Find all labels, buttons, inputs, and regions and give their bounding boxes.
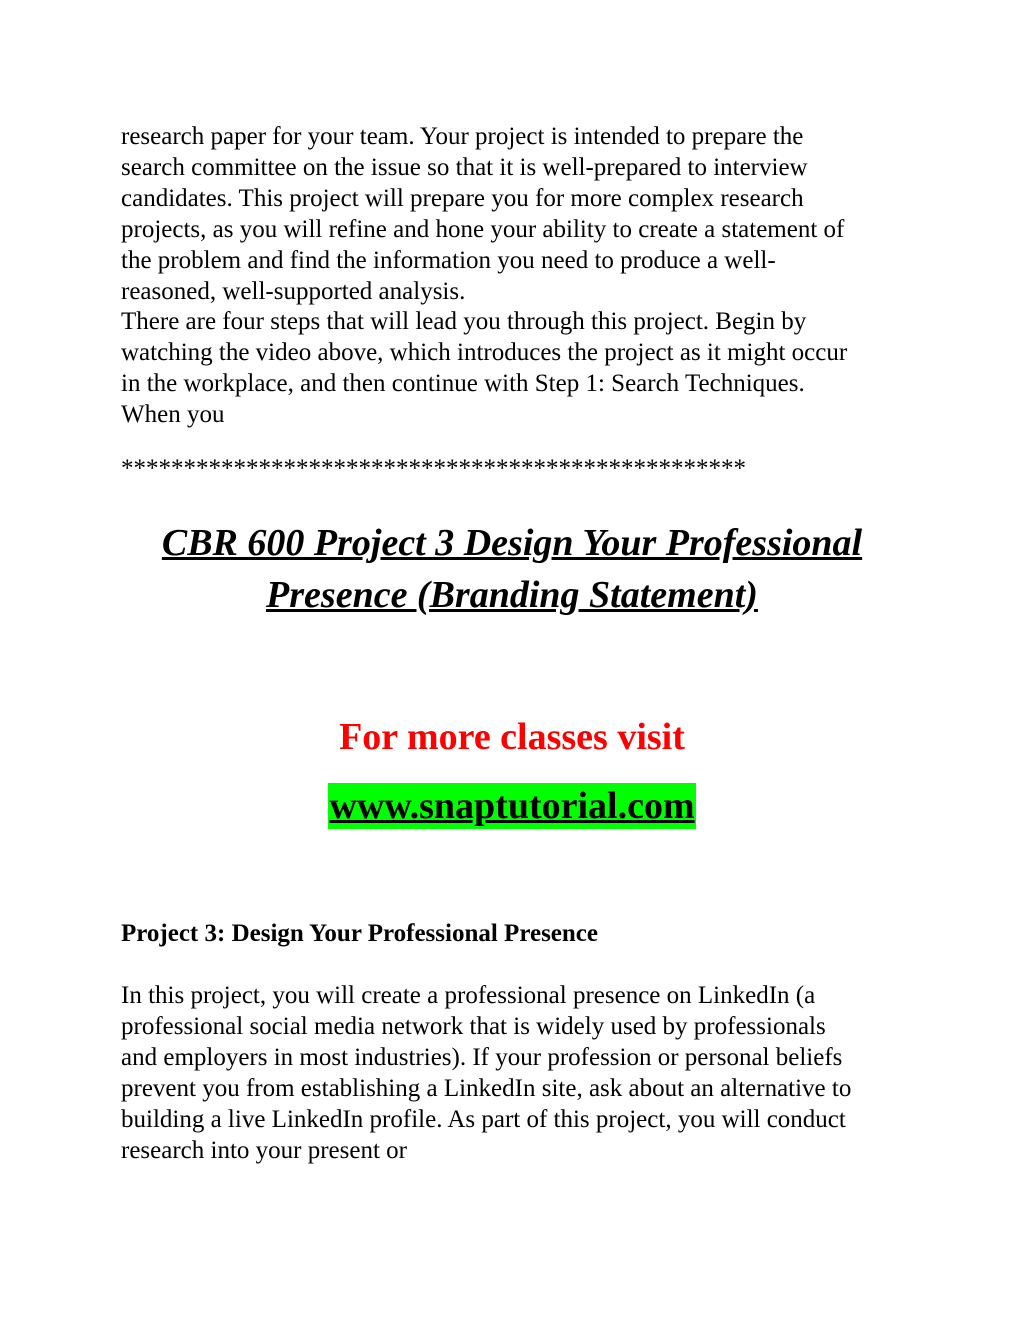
intro-line: There are four steps that will lead you through this project. Begin by <box>121 308 807 335</box>
visit-text: For more classes visit <box>339 716 685 758</box>
body-line: and employers in most industries). If your profession or personal beliefs <box>121 1044 843 1071</box>
intro-line: reasoned, well-supported analysis. <box>121 278 466 305</box>
intro-line: search committee on the issue so that it is well-prepared to interview <box>121 154 808 181</box>
intro-line: candidates. This project will prepare you for more complex research <box>121 185 804 212</box>
body-line: In this project, you will create a professional presence on LinkedIn (a <box>121 982 816 1009</box>
intro-line: in the workplace, and then continue with Step 1: Search Techniques. <box>121 370 805 397</box>
intro-line: When you <box>121 401 225 428</box>
intro-line: the problem and find the information you need to produce a well- <box>121 247 776 274</box>
intro-line: watching the video above, which introduces the project as it might occur <box>121 339 848 366</box>
document-title-line: Presence (Branding Statement) <box>266 574 758 616</box>
document-title-line: CBR 600 Project 3 Design Your Professional <box>161 522 863 564</box>
body-line: prevent you from establishing a LinkedIn site, ask about an alternative to <box>121 1075 852 1102</box>
website-link[interactable]: www.snaptutorial.com <box>329 785 695 827</box>
intro-line: projects, as you will refine and hone your ability to create a statement of <box>121 216 845 243</box>
separator: ************************************************** <box>121 455 746 482</box>
intro-line: research paper for your team. Your project is intended to prepare the <box>121 123 804 150</box>
body-line: building a live LinkedIn profile. As part of this project, you will conduct <box>121 1106 846 1133</box>
section-heading: Project 3: Design Your Professional Presence <box>121 920 598 947</box>
website-link-wrapper <box>0 783 1024 829</box>
body-line: research into your present or <box>121 1137 407 1164</box>
body-line: professional social media network that is widely used by professionals <box>121 1013 826 1040</box>
